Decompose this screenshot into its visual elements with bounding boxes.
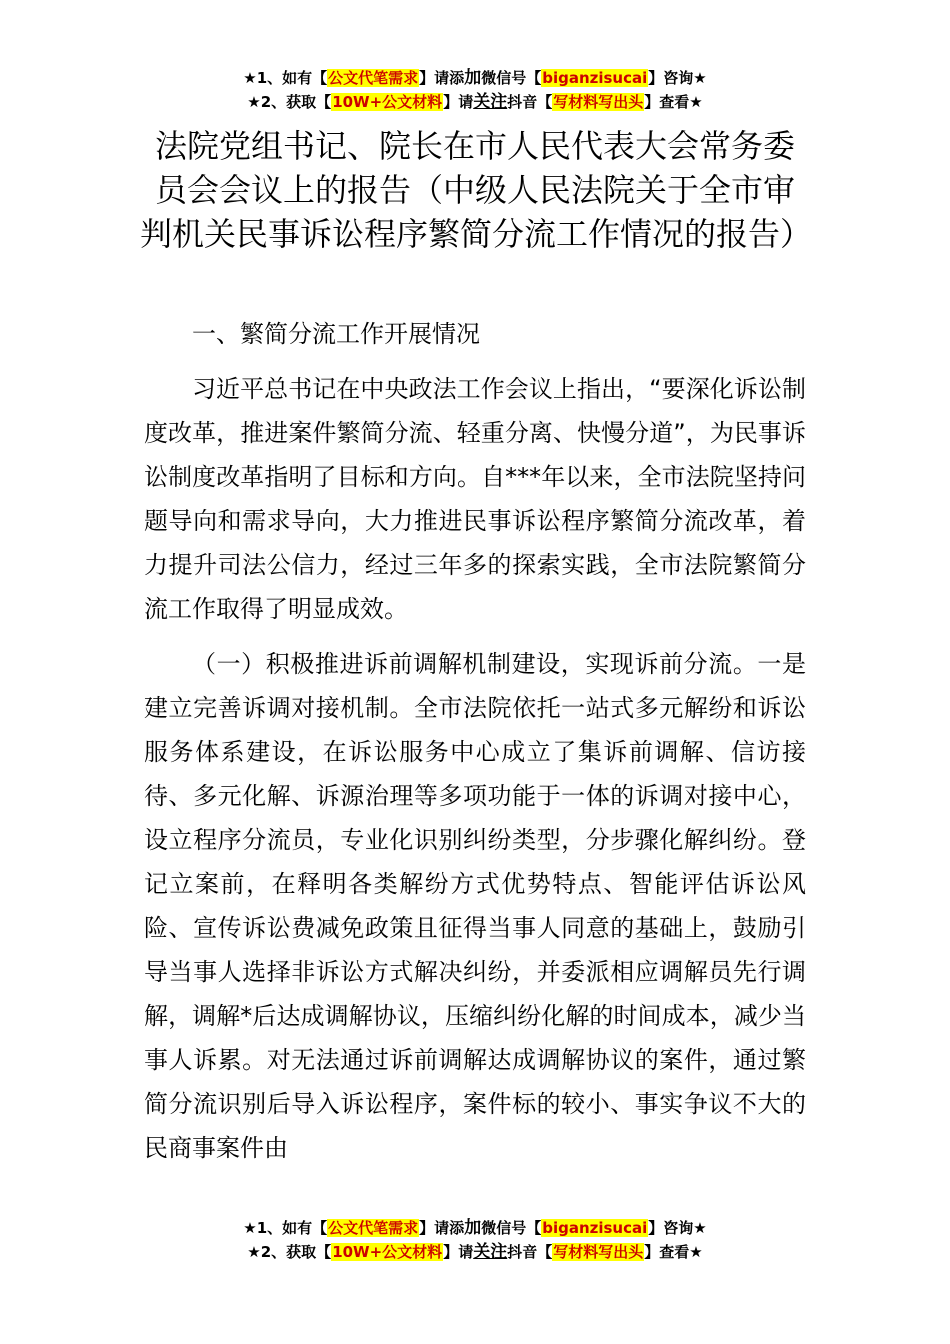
- promo-text: 】请添: [419, 1219, 465, 1237]
- wechat-id-highlight: biganzisucai: [542, 1219, 648, 1237]
- promo-text: 】咨询★: [648, 69, 707, 87]
- promo-text: 关注: [473, 1242, 508, 1262]
- promo-text: 加: [464, 1218, 482, 1238]
- promo-text: 】请: [443, 1243, 474, 1261]
- promo-line-1: [0, 1216, 950, 1240]
- douyin-highlight: 写材料写出头: [553, 93, 644, 111]
- body-paragraph: 习近平总书记在中央政法工作会议上指出，“要深化诉讼制度改革，推进案件繁简分流、轻重分离、快慢分道”，为民事诉讼制度改革指明了目标和方向。自***年以来，全市法院坚持问题导向和需求导向，大力推进民事诉讼程序繁简分流改革，着力提升司法公信力，经过三年多的探索实践，全市法院繁简分流工作取得了明显成效。: [144, 375, 806, 623]
- promo-text: ★1、如有【: [243, 69, 328, 87]
- promo-text: 关注: [473, 92, 508, 112]
- promo-highlight: 公文代笔需求: [328, 1219, 419, 1237]
- promo-text: 微信号【: [481, 69, 542, 87]
- promo-text: ★2、获取【: [247, 1243, 332, 1261]
- promo-text: 】请添: [419, 69, 465, 87]
- promo-text: 微信号【: [481, 1219, 542, 1237]
- promo-text: 抖音【: [507, 1243, 553, 1261]
- promo-text: 加: [464, 68, 482, 88]
- document-title: 法院党组书记、院长在市人民代表大会常务委员会会议上的报告（中级人民法院关于全市审判机关民事诉讼程序繁简分流工作情况的报告）: [140, 127, 813, 253]
- promo-banner-bottom: [0, 1216, 950, 1264]
- douyin-highlight: 写材料写出头: [553, 1243, 644, 1261]
- promo-text: ★2、获取【: [247, 93, 332, 111]
- promo-text: 】查看★: [644, 1243, 703, 1261]
- promo-text: 】查看★: [644, 93, 703, 111]
- promo-text: 】咨询★: [648, 1219, 707, 1237]
- promo-highlight: 10W+公文材料: [332, 93, 443, 111]
- promo-line-2: [0, 1240, 950, 1264]
- promo-line-1: [0, 66, 950, 90]
- promo-text: 抖音【: [507, 93, 553, 111]
- body-paragraph: （一）积极推进诉前调解机制建设，实现诉前分流。一是建立完善诉调对接机制。全市法院依托一站式多元解纷和诉讼服务体系建设，在诉讼服务中心成立了集诉前调解、信访接待、多元化解、诉源治理等多项功能于一体的诉调对接中心，设立程序分流员，专业化识别纠纷类型，分步骤化解纠纷。登记立案前，在释明各类解纷方式优势特点、智能评估诉讼风险、宣传诉讼费减免政策且征得当事人同意的基础上，鼓励引导当事人选择非诉讼方式解决纠纷，并委派相应调解员先行调解，调解*后达成调解协议，压缩纠纷化解的时间成本，减少当事人诉累。对无法通过诉前调解达成调解协议的案件，通过繁简分流识别后导入诉讼程序，案件标的较小、事实争议不大的民商事案件由: [144, 650, 806, 1162]
- promo-banner-top: [0, 66, 950, 114]
- promo-text: ★1、如有【: [243, 1219, 328, 1237]
- document-body: [144, 312, 806, 1170]
- promo-text: 】请: [443, 93, 474, 111]
- promo-highlight: 10W+公文材料: [332, 1243, 443, 1261]
- promo-line-2: [0, 90, 950, 114]
- promo-highlight: 公文代笔需求: [328, 69, 419, 87]
- section-heading: 一、繁简分流工作开展情况: [192, 320, 480, 348]
- wechat-id-highlight: biganzisucai: [542, 69, 648, 87]
